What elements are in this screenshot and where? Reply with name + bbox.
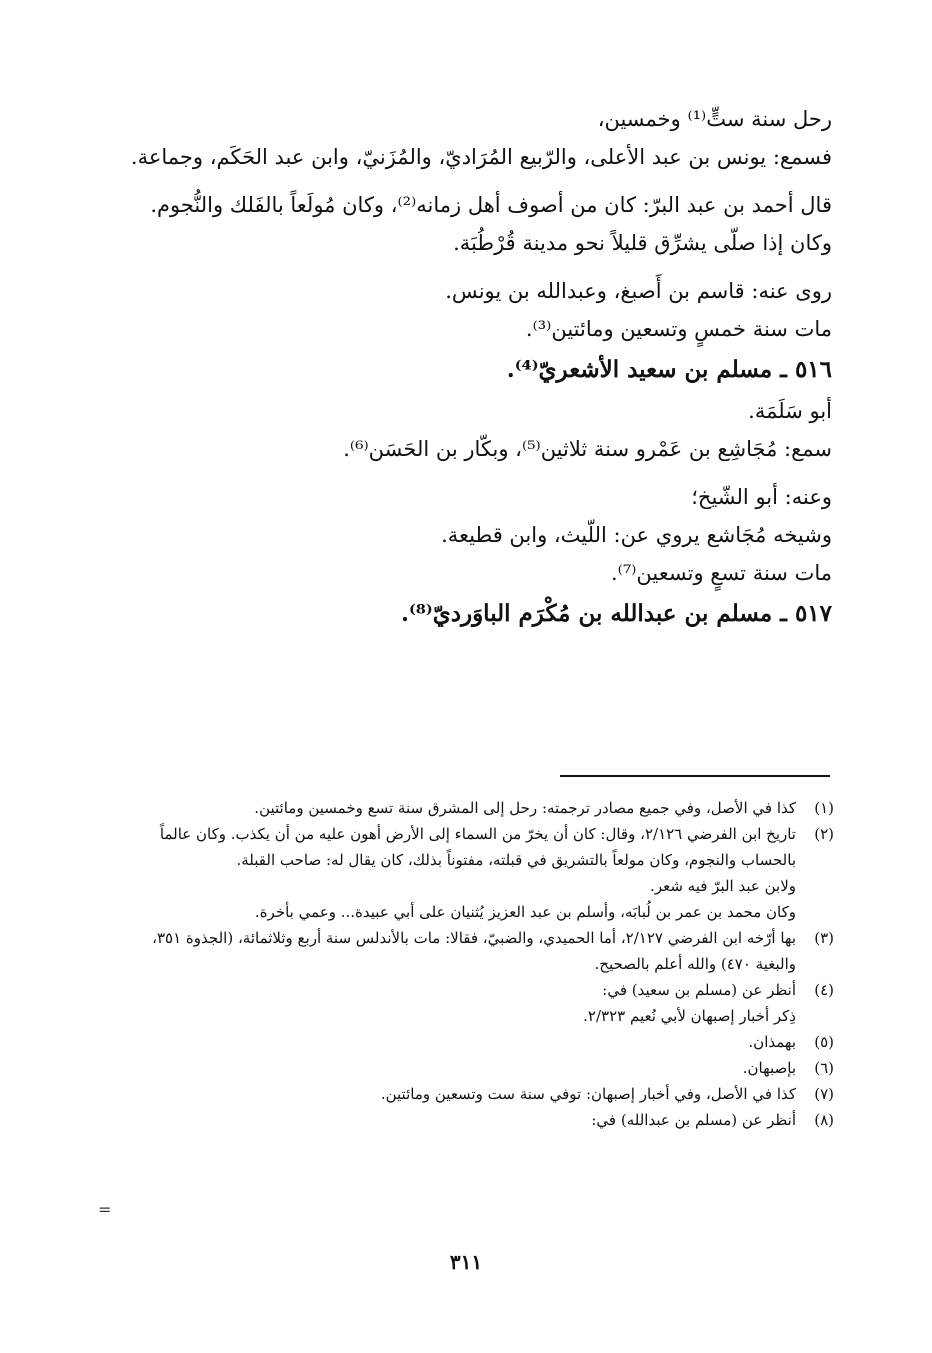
footnote-text: ولابن عبد البرّ فيه شعر. (650, 877, 796, 895)
line-shaykhuhu: وشيخه مُجَاشع يروي عن: اللّيث، وابن قطيعة. (441, 523, 832, 547)
footnote-1 (112, 795, 834, 821)
footnote-number: (٨) (814, 1111, 834, 1129)
footnotes (112, 795, 834, 1133)
line-rahal: رحل سنة ستٍّ⁽¹⁾ وخمسين، (597, 107, 832, 131)
footnote-number: (٥) (814, 1033, 834, 1051)
footnote-2 (112, 821, 834, 925)
main-text (112, 100, 832, 636)
line-samia-2: سمع: مُجَاشِع بن عَمْرو سنة ثلاثين⁽⁵⁾، وبكّار بن الحَسَن⁽⁶⁾. (343, 437, 832, 461)
paragraph-qala: قال أحمد بن عبد البرّ: كان من أصوف أهل زمانه⁽²⁾، وكان مُولَعاً بالفَلك والنُّجوم. وكان إذا صلّى يشرِّق قليلاً نحو مدينة قُرْطُبَة. (150, 193, 832, 255)
line-anhu: وعنه: أبو الشّيخ؛ (691, 485, 832, 509)
footnote-5 (112, 1029, 834, 1055)
footnote-number: (١) (814, 799, 834, 817)
footnote-text: أنظر عن (مسلم بن عبدالله) في: (591, 1111, 796, 1129)
footnote-number: (٤) (814, 981, 834, 999)
footnote-6 (112, 1055, 834, 1081)
footnote-8 (112, 1107, 834, 1133)
spacer (112, 468, 832, 478)
page-number: ٣١١ (449, 1250, 483, 1274)
footnote-3 (112, 925, 834, 977)
footnote-number: (٦) (814, 1059, 834, 1077)
entry-516-heading: ٥١٦ ـ مسلم بن سعيد الأشعريّ⁽⁴⁾. (506, 356, 832, 383)
continuation-mark: = (98, 1200, 112, 1219)
footnote-text: بهمذان. (748, 1033, 796, 1051)
footnote-number: (٧) (814, 1085, 834, 1103)
footnote-text: تاريخ ابن الفرضي ٢/١٢٦، وقال: كان أن يخرّ من السماء إلى الأرض أهون عليه من أن يكذب. وكان عالماً بالحساب والنجوم، وكان مولعاً بالتشريق في قبلته، مفتوناً بذلك، كان يقال له: صاحب القبلة. (159, 825, 796, 869)
footnote-text: كذا في الأصل، وفي أخبار إصبهان: توفي سنة ست وتسعين ومائتين. (380, 1085, 796, 1103)
entry-517-heading: ٥١٧ ـ مسلم بن عبدالله بن مُكْرَم الباوَرديّ⁽⁸⁾. (400, 600, 832, 627)
line-mata-2: مات سنة تسعٍ وتسعين⁽⁷⁾. (611, 561, 832, 585)
footnote-text: بها أرّخه ابن الفرضي ٢/١٢٧، أما الحميدي، والضبيّ، فقالا: مات بالأندلس سنة أربع وثلاثمائة، (الجذوة ٣٥١، والبغية ٤٧٠) والله أعلم بالصحيح. (152, 929, 796, 973)
footnote-text: كذا في الأصل، وفي جميع مصادر ترجمته: رحل إلى المشرق سنة تسع وخمسين ومائتين. (254, 799, 796, 817)
spacer (112, 262, 832, 272)
footnote-text: ذِكر أخبار إصبهان لأبي نُعيم ٢/٣٢٣. (583, 1007, 796, 1025)
paragraph-samia: فسمع: يونس بن عبد الأعلى، والرّبيع المُرَاديّ، والمُزَنيّ، وابن عبد الحَكَم، وجماعة. (130, 145, 832, 169)
line-kunya: أبو سَلَمَة. (748, 399, 832, 423)
footnote-number: (٢) (814, 825, 834, 843)
footnote-4 (112, 977, 834, 1029)
footnote-text: أنظر عن (مسلم بن سعيد) في: (602, 981, 796, 999)
footnote-7 (112, 1081, 834, 1107)
footnote-number: (٣) (814, 929, 834, 947)
footnote-text: بإصبهان. (742, 1059, 796, 1077)
line-rawa: روى عنه: قاسم بن أَصبغ، وعبدالله بن يونس. (445, 279, 832, 303)
footnote-text: وكان محمد بن عمر بن لُبابَه، وأسلم بن عبد العزيز يُثنيان على أبي عبيدة... وعمي بأخرة. (254, 903, 796, 921)
footnote-divider (560, 775, 830, 777)
line-mata-1: مات سنة خمسٍ وتسعين ومائتين⁽³⁾. (525, 317, 832, 341)
spacer (112, 176, 832, 186)
